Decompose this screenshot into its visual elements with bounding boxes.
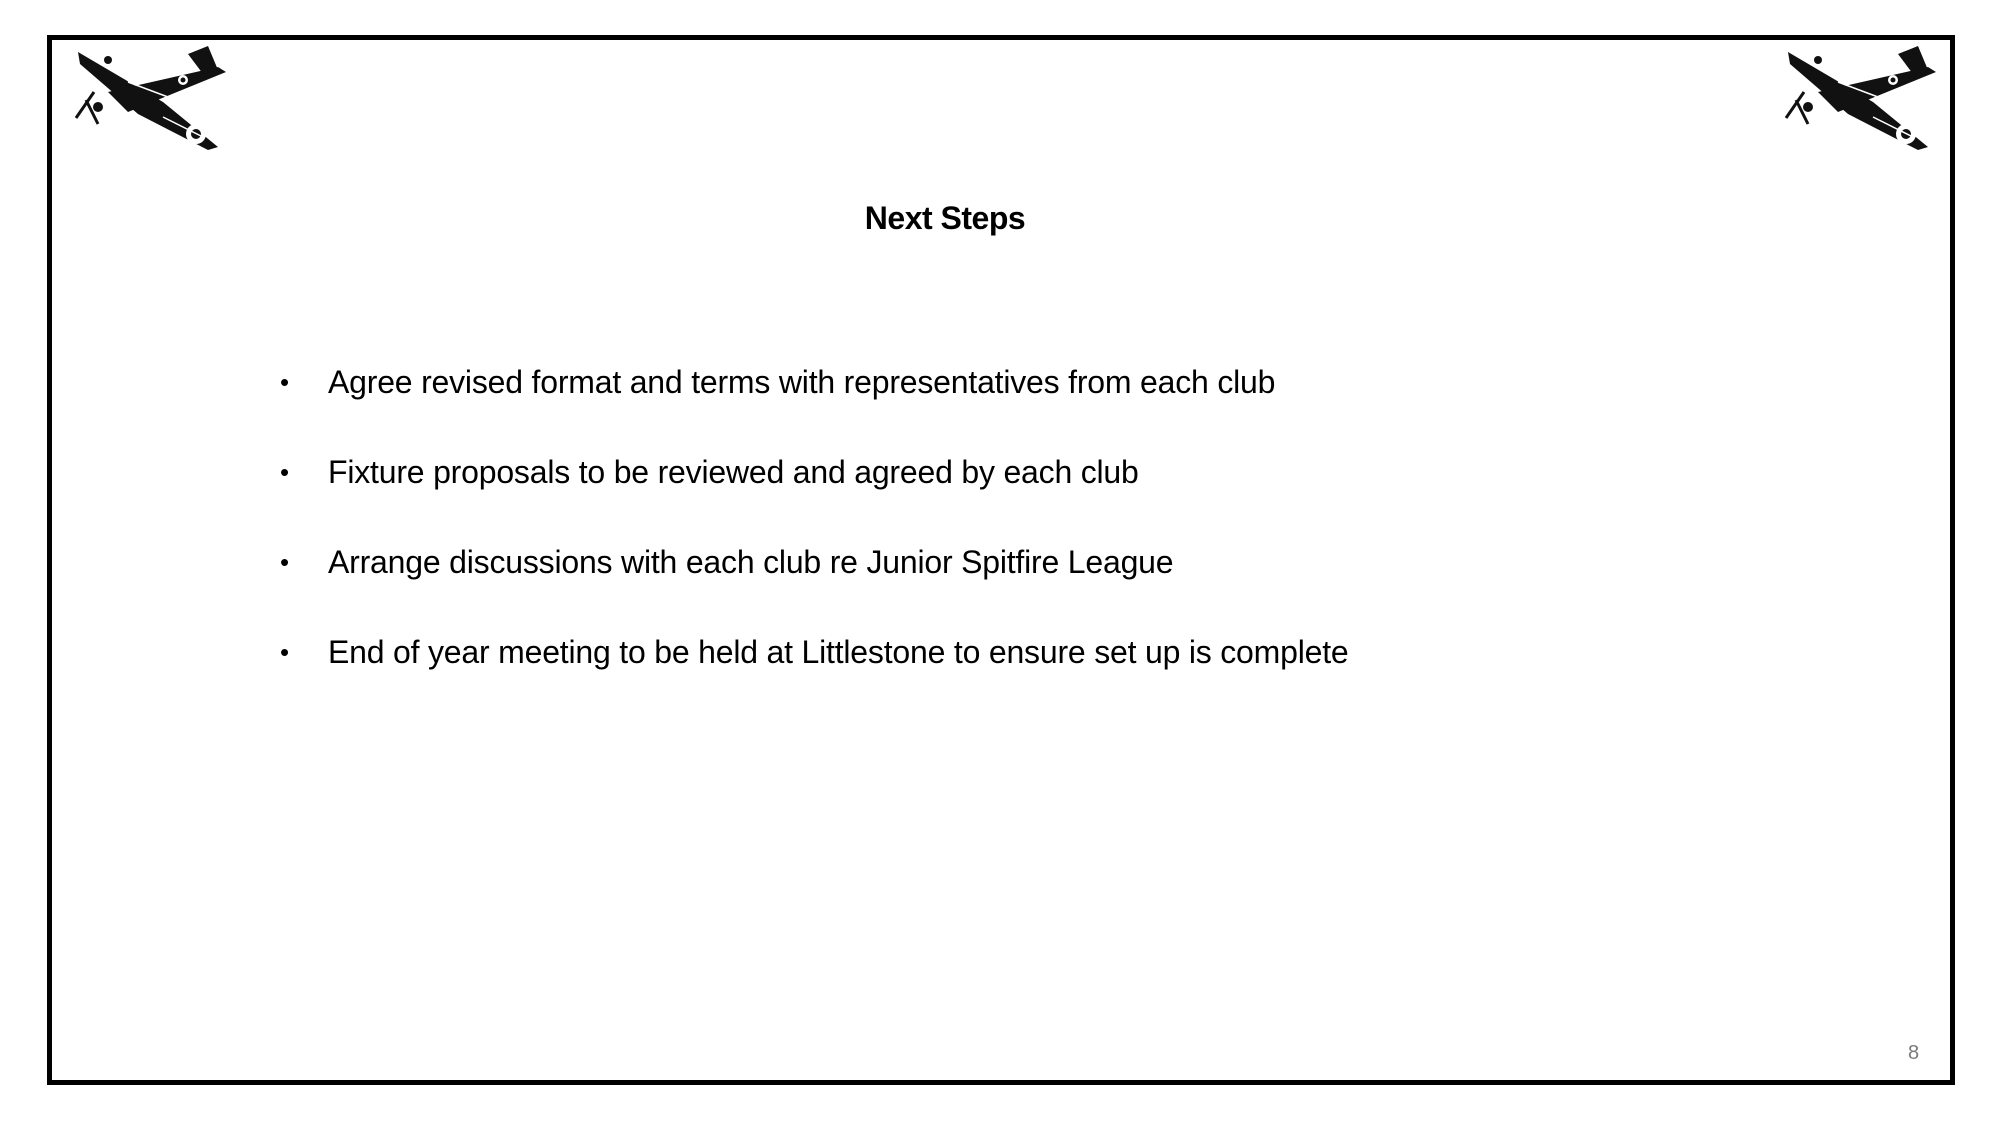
bullet-marker: • xyxy=(280,367,289,397)
bullet-text: Agree revised format and terms with representatives from each club xyxy=(328,364,1276,400)
bullet-item xyxy=(280,542,1349,582)
bullet-marker: • xyxy=(280,457,289,487)
bullet-list xyxy=(280,362,1349,722)
bullet-item xyxy=(280,632,1349,672)
bullet-text: Arrange discussions with each club re Junior Spitfire League xyxy=(328,544,1174,580)
spitfire-plane-icon xyxy=(1778,42,1938,152)
bullet-item xyxy=(280,452,1349,492)
bullet-text: Fixture proposals to be reviewed and agreed by each club xyxy=(328,454,1139,490)
spitfire-plane-icon xyxy=(68,42,228,152)
bullet-marker: • xyxy=(280,637,289,667)
bullet-item xyxy=(280,362,1349,402)
page-number: 8 xyxy=(1908,1042,1920,1064)
bullet-marker: • xyxy=(280,547,289,577)
slide-title: Next Steps xyxy=(864,200,1026,236)
bullet-text: End of year meeting to be held at Littlestone to ensure set up is complete xyxy=(328,634,1349,670)
